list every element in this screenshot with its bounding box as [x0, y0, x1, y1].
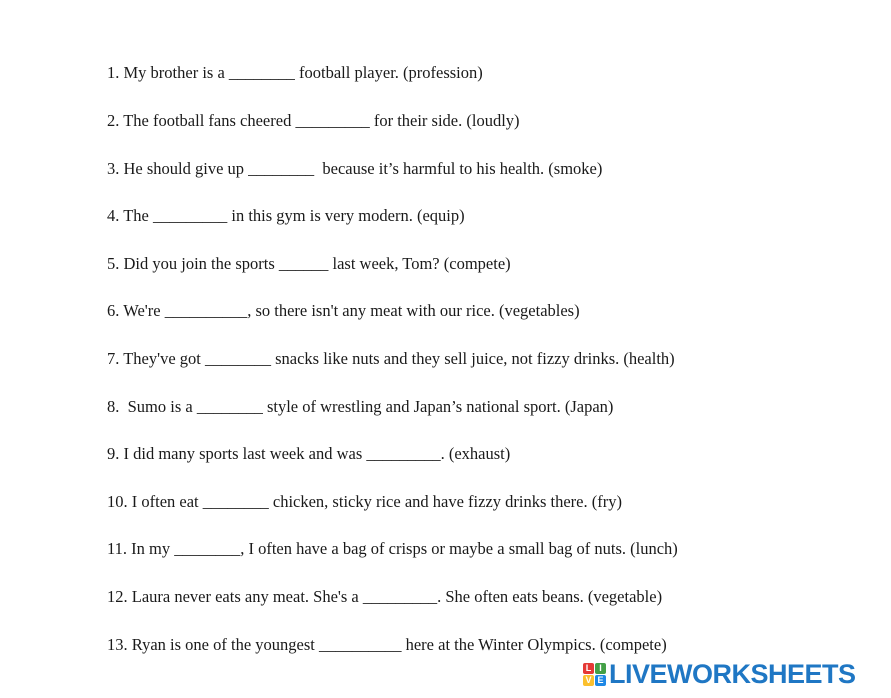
question-3: 3. He should give up ________ because it’s harmful to his health. (smoke) — [107, 159, 603, 178]
question-2: 2. The football fans cheered _________ for their side. (loudly) — [107, 111, 520, 130]
liveworksheets-logo — [583, 659, 856, 689]
question-4: 4. The _________ in this gym is very modern. (equip) — [107, 206, 465, 225]
question-10: 10. I often eat ________ chicken, sticky rice and have fizzy drinks there. (fry) — [107, 492, 622, 511]
question-8: 8. Sumo is a ________ style of wrestling and Japan’s national sport. (Japan) — [107, 397, 614, 416]
logo-mark-tile: E — [595, 675, 606, 686]
logo-mark-tile: I — [595, 663, 606, 674]
question-9: 9. I did many sports last week and was _________. (exhaust) — [107, 444, 511, 463]
question-6: 6. We're __________, so there isn't any meat with our rice. (vegetables) — [107, 301, 580, 320]
liveworksheets-mark-icon — [583, 663, 606, 686]
question-13: 13. Ryan is one of the youngest __________ here at the Winter Olympics. (compete) — [107, 635, 667, 654]
question-5: 5. Did you join the sports ______ last week, Tom? (compete) — [107, 254, 511, 273]
question-11: 11. In my ________, I often have a bag of crisps or maybe a small bag of nuts. (lunch) — [107, 539, 678, 558]
logo-wordmark: LIVEWORKSHEETS — [609, 659, 856, 689]
logo-mark-tile: L — [583, 663, 594, 674]
logo-mark-tile: V — [583, 675, 594, 686]
question-1: 1. My brother is a ________ football player. (profession) — [107, 63, 483, 82]
question-7: 7. They've got ________ snacks like nuts and they sell juice, not fizzy drinks. (health) — [107, 349, 675, 368]
question-12: 12. Laura never eats any meat. She's a _________. She often eats beans. (vegetable) — [107, 587, 663, 606]
